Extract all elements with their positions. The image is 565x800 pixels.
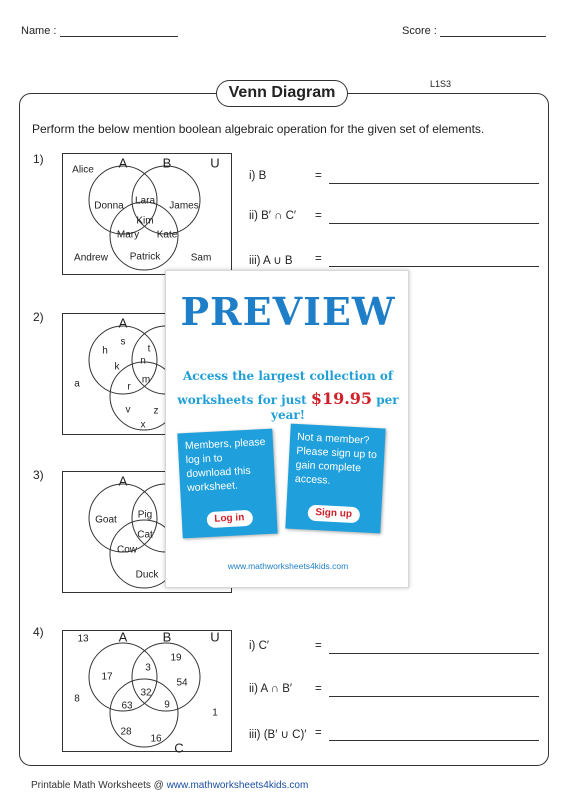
preview-offer-line-2: [166, 389, 410, 422]
equals-sign: =: [315, 727, 322, 739]
answer-line[interactable]: [329, 266, 539, 267]
set-element: Sam: [190, 252, 212, 264]
preview-offer-suffix: per year!: [271, 393, 399, 422]
member-login-card[interactable]: [177, 429, 277, 539]
signup-button[interactable]: Sign up: [307, 505, 360, 524]
set-a-label: A: [118, 473, 128, 489]
signup-text: Not a member? Please sign up to gain complete access.: [294, 430, 378, 487]
set-element: x: [140, 419, 146, 431]
login-button[interactable]: Log in: [206, 510, 253, 528]
preview-offer-prefix: worksheets for just: [177, 393, 311, 407]
page-title: Venn Diagram: [216, 80, 348, 107]
score-field[interactable]: [402, 25, 546, 37]
question-3-number: 3): [33, 468, 44, 482]
set-c-label: C: [174, 740, 184, 756]
set-element: 16: [150, 733, 162, 745]
answer-line[interactable]: [329, 223, 539, 224]
set-element: 13: [77, 633, 89, 645]
set-element: 1: [212, 707, 218, 719]
venn-diagram-1: [62, 153, 232, 275]
question-label: ii) B′ ∩ C′: [249, 210, 297, 222]
equals-sign: =: [315, 253, 322, 265]
set-element: Lara: [134, 195, 156, 207]
set-element: z: [153, 405, 159, 417]
equals-sign: =: [315, 170, 322, 182]
set-element: 9: [164, 699, 170, 711]
question-label: i) C′: [249, 640, 270, 652]
set-element: a: [74, 378, 80, 390]
set-element: 63: [121, 700, 133, 712]
set-element: Kate: [156, 229, 178, 241]
equals-sign: =: [315, 640, 322, 652]
venn-diagram-4: [62, 629, 232, 756]
set-element: James: [169, 200, 199, 212]
answer-line[interactable]: [329, 740, 539, 741]
footer: [31, 780, 308, 791]
signup-card[interactable]: [285, 424, 385, 534]
equals-sign: =: [315, 683, 322, 695]
question-row: [249, 727, 539, 743]
set-element: t: [147, 343, 151, 355]
question-label: i) B: [249, 170, 267, 182]
preview-price: $19.95: [310, 389, 373, 408]
answer-line[interactable]: [329, 183, 539, 184]
set-element: r: [127, 381, 131, 393]
set-element: 3: [145, 662, 151, 674]
universal-set-label: U: [210, 155, 220, 171]
question-4-number: 4): [33, 625, 44, 639]
preview-url-link[interactable]: www.mathworksheets4kids.com: [227, 561, 349, 571]
universal-set-label: U: [210, 629, 220, 645]
set-element: Alice: [72, 164, 94, 176]
score-label: Score :: [402, 25, 437, 37]
question-row: [249, 640, 539, 656]
set-element: 32: [140, 687, 152, 699]
question-row: [249, 683, 539, 699]
answer-line[interactable]: [329, 696, 539, 697]
set-element: k: [114, 361, 120, 373]
preview-title: PREVIEW: [180, 289, 396, 334]
footer-url-link[interactable]: www.mathworksheets4kids.com: [166, 780, 309, 791]
name-label: Name :: [21, 25, 57, 37]
question-label: iii) (B′ ∪ C)′: [249, 729, 307, 741]
set-element: Andrew: [74, 252, 108, 264]
set-element: 19: [170, 652, 182, 664]
set-element: 54: [176, 677, 188, 689]
equals-sign: =: [315, 210, 322, 222]
set-element: Patrick: [129, 251, 161, 263]
set-b-label: B: [162, 629, 172, 645]
set-a-label: A: [118, 315, 128, 331]
set-b-label: B: [162, 155, 172, 171]
set-element: Goat: [95, 514, 117, 526]
member-login-text: Members, please log in to download this worksheet.: [184, 435, 266, 495]
preview-overlay: [165, 270, 409, 588]
instruction-text: Perform the below mention boolean algebraic operation for the given set of elements.: [32, 122, 485, 136]
set-element: n: [140, 355, 146, 367]
question-row: [249, 170, 539, 186]
set-element: 28: [120, 726, 132, 738]
worksheet-code: L1S3: [430, 79, 452, 89]
set-element: Cat: [137, 529, 153, 541]
set-element: s: [120, 336, 126, 348]
set-element: m: [141, 374, 151, 386]
preview-offer-line-1: Access the largest collection of: [182, 369, 394, 383]
set-element: v: [125, 404, 131, 416]
set-element: Cow: [116, 544, 138, 556]
question-row: [249, 210, 539, 226]
set-element: Kim: [136, 215, 154, 227]
set-element: 8: [74, 693, 80, 705]
question-label: ii) A ∩ B′: [249, 683, 293, 695]
question-row: [249, 253, 539, 269]
set-element: Mary: [116, 229, 140, 241]
set-a-label: A: [118, 629, 128, 645]
set-element: Pig: [137, 509, 153, 521]
score-line[interactable]: [440, 26, 546, 37]
name-line[interactable]: [60, 26, 178, 37]
name-field[interactable]: [21, 25, 178, 37]
set-element: Donna: [94, 200, 124, 212]
footer-text: Printable Math Worksheets @: [31, 780, 167, 791]
question-2-number: 2): [33, 310, 44, 324]
set-element: h: [102, 345, 108, 357]
question-label: iii) A ∪ B: [249, 255, 293, 267]
answer-line[interactable]: [329, 653, 539, 654]
set-a-label: A: [118, 155, 128, 171]
set-element: 17: [101, 671, 113, 683]
set-element: Duck: [135, 569, 159, 581]
question-1-number: 1): [33, 152, 44, 166]
